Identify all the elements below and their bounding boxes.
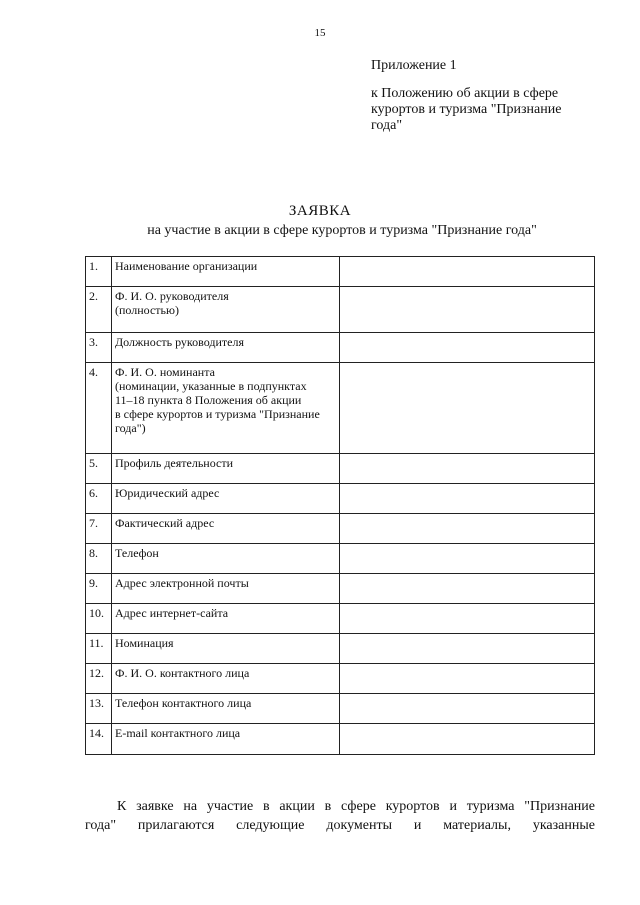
row-number: 4. [86,363,112,454]
row-label-line: Телефон [115,546,159,560]
form-row [86,604,595,634]
form-row [86,257,595,287]
row-label [112,333,340,363]
intro-line: года" прилагаются следующие документы и материалы, указанные [85,818,595,833]
row-value-cell[interactable] [340,363,595,454]
appendix-line: курортов и туризма "Признание [371,102,562,117]
row-value-cell[interactable] [340,484,595,514]
row-label [112,484,340,514]
row-label [112,257,340,287]
row-value-cell[interactable] [340,724,595,755]
document-title: ЗАЯВКА [288,203,352,219]
form-row [86,333,595,363]
row-label-line: Адрес электронной почты [115,576,249,590]
row-number: 10. [86,604,112,634]
row-number: 6. [86,484,112,514]
form-row [86,454,595,484]
row-value-cell[interactable] [340,574,595,604]
row-label [112,604,340,634]
form-row [86,724,595,755]
row-label [112,664,340,694]
row-label-line: Телефон контактного лица [115,696,252,710]
appendix-line: года" [371,118,403,133]
intro-paragraph [85,797,595,835]
row-value-cell[interactable] [340,514,595,544]
row-label-line: Фактический адрес [115,516,215,530]
row-label-line: Номинация [115,636,174,650]
row-label [112,544,340,574]
row-number: 5. [86,454,112,484]
form-row [86,287,595,333]
form-row [86,544,595,574]
row-label-line: Адрес интернет-сайта [115,606,229,620]
row-label [112,724,340,755]
row-label-line: Ф. И. О. номинанта [115,365,215,379]
row-number: 8. [86,544,112,574]
row-label-line: 11–18 пункта 8 Положения об акции [115,393,302,407]
row-number: 9. [86,574,112,604]
row-label-line: Наименование организации [115,259,258,273]
form-row [86,514,595,544]
row-label-line: Юридический адрес [115,486,220,500]
intro-line: К заявке на участие в акции в сфере курортов и туризма "Признание [117,799,595,814]
row-value-cell[interactable] [340,604,595,634]
row-label-line: (полностью) [115,303,179,317]
row-number: 2. [86,287,112,333]
row-number: 7. [86,514,112,544]
form-row [86,484,595,514]
row-label-line: Ф. И. О. руководителя [115,289,229,303]
application-form-table [85,256,595,755]
row-value-cell[interactable] [340,257,595,287]
row-number: 11. [86,634,112,664]
row-value-cell[interactable] [340,694,595,724]
row-label [112,514,340,544]
row-value-cell[interactable] [340,287,595,333]
row-label-line: Профиль деятельности [115,456,234,470]
form-row [86,694,595,724]
appendix-title: Приложение 1 [371,58,457,73]
row-value-cell[interactable] [340,454,595,484]
form-row [86,574,595,604]
appendix-header [371,58,611,134]
row-number: 1. [86,257,112,287]
row-label [112,454,340,484]
row-label-line: года") [115,421,146,435]
document-subtitle: на участие в акции в сфере курортов и туризма "Признание года" [147,223,537,238]
form-row [86,634,595,664]
row-value-cell[interactable] [340,333,595,363]
row-value-cell[interactable] [340,664,595,694]
row-label [112,694,340,724]
form-row [86,664,595,694]
row-number: 13. [86,694,112,724]
row-label [112,363,340,454]
row-value-cell[interactable] [340,634,595,664]
row-value-cell[interactable] [340,544,595,574]
form-row [86,363,595,454]
page-number: 15 [314,27,326,39]
row-label [112,634,340,664]
row-label [112,287,340,333]
row-label [112,574,340,604]
row-number: 14. [86,724,112,755]
row-label-line: в сфере курортов и туризма "Признание [115,407,320,421]
appendix-line: к Положению об акции в сфере [371,86,559,101]
row-number: 12. [86,664,112,694]
row-label-line: (номинации, указанные в подпунктах [115,379,307,393]
row-label-line: E-mail контактного лица [115,726,241,740]
row-label-line: Должность руководителя [115,335,244,349]
row-label-line: Ф. И. О. контактного лица [115,666,250,680]
row-number: 3. [86,333,112,363]
